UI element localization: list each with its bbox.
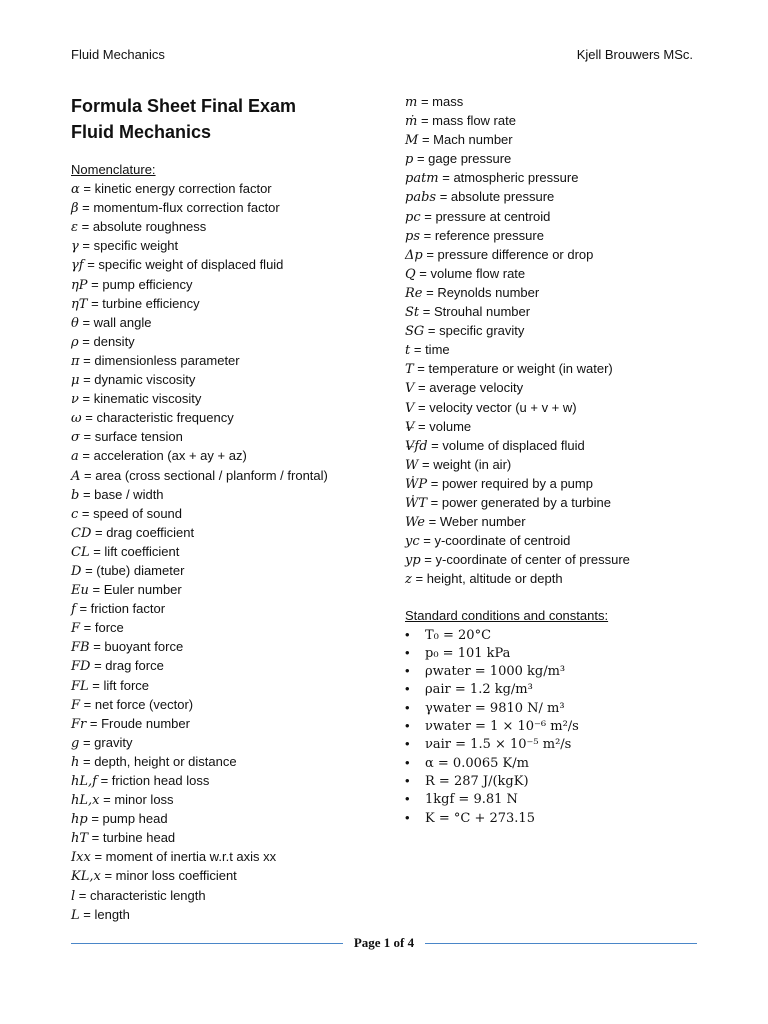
nomenclature-entry	[405, 149, 725, 168]
page-footer	[71, 935, 697, 953]
bullet-icon: •	[405, 681, 410, 697]
definition: = gage pressure	[416, 151, 512, 167]
symbol: ps	[405, 228, 420, 244]
definition: = temperature or weight (in water)	[417, 361, 613, 377]
nomenclature-entry	[71, 198, 381, 217]
definition: = lift coefficient	[93, 543, 180, 559]
bullet-icon: •	[405, 626, 410, 642]
nomenclature-entry	[71, 695, 381, 714]
definition: = characteristic frequency	[85, 410, 234, 426]
constant-item	[405, 809, 725, 827]
definition: = mass	[420, 94, 464, 109]
definition: = y-coordinate of centroid	[423, 533, 571, 549]
footer-rule-right	[425, 943, 697, 944]
symbol: CL	[71, 544, 90, 560]
symbol: α	[71, 182, 80, 198]
symbol: FB	[71, 640, 90, 656]
nomenclature-entry	[71, 332, 381, 351]
nomenclature-entry	[71, 389, 381, 408]
nomenclature-entry	[71, 886, 381, 905]
definition: = average velocity	[418, 380, 524, 396]
symbol: We	[405, 515, 425, 531]
definition: = velocity vector (u + v + w)	[418, 399, 577, 415]
nomenclature-entry	[71, 504, 381, 523]
nomenclature-entry	[71, 771, 381, 790]
definition: = time	[413, 342, 450, 358]
definition: = friction head loss	[100, 773, 210, 788]
definition: = volume flow rate	[419, 265, 526, 281]
constant-item	[405, 626, 725, 644]
constant-text: 1kgf = 9.81 N	[425, 792, 518, 808]
symbol: F	[71, 697, 81, 713]
nomenclature-entry	[71, 294, 381, 313]
constant-text: νair = 1.5 × 10⁻⁵ m²/s	[425, 737, 572, 753]
constant-text: K = °C + 273.15	[425, 810, 535, 826]
definition: = y-coordinate of center of pressure	[424, 552, 630, 568]
nomenclature-entry	[405, 550, 725, 569]
symbol: ṁ	[405, 114, 418, 130]
nomenclature-entry	[405, 302, 725, 321]
definition: = Reynolds number	[426, 284, 540, 300]
symbol: W	[405, 457, 419, 473]
nomenclature-list-left	[71, 179, 381, 924]
constant-text: γwater = 9810 N/ m³	[425, 700, 565, 716]
symbol: L	[71, 907, 80, 923]
symbol: ε	[71, 220, 78, 236]
nomenclature-entry	[405, 531, 725, 550]
nomenclature-entry	[405, 455, 725, 474]
nomenclature-entry	[405, 512, 725, 531]
header-author: Kjell Brouwers MSc.	[576, 47, 693, 62]
nomenclature-right-column	[405, 92, 725, 827]
symbol: σ	[71, 430, 80, 446]
definition: = power required by a pump	[430, 475, 593, 491]
nomenclature-entry	[405, 92, 725, 111]
definition: = gravity	[82, 734, 133, 750]
symbol: β	[71, 201, 79, 217]
nomenclature-entry	[405, 474, 725, 493]
nomenclature-entry	[71, 790, 381, 809]
definition: = force	[83, 620, 124, 636]
definition: = Strouhal number	[422, 304, 531, 320]
nomenclature-entry	[71, 656, 381, 675]
nomenclature-heading: Nomenclature:	[71, 162, 156, 177]
nomenclature-entry	[71, 255, 381, 274]
definition: = characteristic length	[78, 887, 206, 903]
definition: = turbine efficiency	[91, 295, 200, 311]
constant-text: p₀ = 101 kPa	[425, 645, 511, 661]
definition: = area (cross sectional / planform / frontal)	[84, 467, 328, 483]
nomenclature-entry	[71, 370, 381, 389]
definition: = lift force	[92, 677, 149, 693]
symbol: yc	[405, 534, 420, 550]
symbol: l	[71, 888, 76, 904]
symbol: f	[71, 602, 76, 618]
symbol: ω	[71, 411, 82, 427]
nomenclature-entry	[71, 676, 381, 695]
definition: = density	[82, 333, 135, 349]
nomenclature-entry	[405, 130, 725, 149]
nomenclature-entry	[71, 485, 381, 504]
definition: = Euler number	[92, 582, 182, 598]
definition: = pressure at centroid	[424, 208, 551, 224]
definition: = dynamic viscosity	[83, 372, 196, 388]
symbol: ẆP	[405, 476, 428, 492]
symbol: γ	[71, 239, 79, 255]
symbol: m	[405, 95, 418, 110]
constant-item	[405, 790, 725, 808]
symbol: V	[405, 400, 415, 416]
symbol: T	[405, 362, 414, 378]
nomenclature-entry	[71, 427, 381, 446]
title-line-1: Formula Sheet Final Exam	[71, 96, 297, 116]
nomenclature-entry	[405, 569, 725, 588]
symbol: ηP	[71, 277, 88, 293]
symbol: Eu	[71, 583, 89, 599]
symbol: γf	[71, 258, 84, 274]
symbol: c	[71, 506, 79, 522]
definition: = absolute roughness	[81, 219, 207, 235]
constant-text: R = 287 J/(kgK)	[425, 773, 529, 789]
definition: = momentum-flux correction factor	[82, 200, 280, 216]
definition: = drag coefficient	[95, 524, 195, 540]
definition: = length	[83, 906, 130, 922]
symbol: yp	[405, 553, 421, 569]
definition: = atmospheric pressure	[442, 170, 579, 186]
symbol: hT	[71, 831, 89, 847]
constant-item	[405, 717, 725, 735]
symbol: FD	[71, 659, 91, 675]
definition: = pump head	[91, 811, 168, 827]
symbol: D	[71, 563, 82, 579]
definition: = minor loss	[103, 792, 174, 808]
definition: = specific weight of displaced fluid	[87, 257, 284, 273]
definition: = height, altitude or depth	[415, 571, 563, 587]
symbol: ρ	[71, 334, 79, 350]
symbol: FL	[71, 678, 89, 694]
definition: = mass flow rate	[420, 113, 516, 129]
symbol: Q	[405, 266, 416, 282]
symbol: St	[405, 305, 420, 321]
symbol: V̶fd	[405, 438, 428, 454]
nomenclature-entry	[405, 378, 725, 397]
definition: = minor loss coefficient	[104, 868, 237, 884]
nomenclature-entry	[71, 236, 381, 255]
bullet-icon: •	[405, 663, 410, 679]
nomenclature-entry	[71, 408, 381, 427]
nomenclature-entry	[71, 542, 381, 561]
symbol: CD	[71, 525, 92, 541]
definition: = weight (in air)	[422, 456, 512, 472]
nomenclature-entry	[405, 493, 725, 512]
definition: = buoyant force	[93, 639, 184, 655]
symbol: Ixx	[71, 850, 91, 866]
nomenclature-entry	[405, 226, 725, 245]
document-title	[71, 93, 296, 145]
constant-text: T₀ = 20°C	[425, 627, 492, 643]
nomenclature-entry	[405, 168, 725, 187]
title-line-2: Fluid Mechanics	[71, 122, 212, 142]
nomenclature-entry	[71, 637, 381, 656]
nomenclature-entry	[405, 207, 725, 226]
header-subject: Fluid Mechanics	[71, 47, 165, 62]
nomenclature-entry	[405, 111, 725, 130]
nomenclature-entry	[71, 466, 381, 485]
definition: = specific gravity	[427, 323, 525, 339]
definition: = turbine head	[91, 830, 176, 846]
definition: = pump efficiency	[91, 276, 193, 292]
symbol: μ	[71, 373, 80, 389]
nomenclature-entry	[71, 275, 381, 294]
constant-item	[405, 662, 725, 680]
constant-item	[405, 680, 725, 698]
symbol: z	[405, 572, 412, 588]
definition: = kinematic viscosity	[82, 391, 202, 407]
symbol: pc	[405, 209, 421, 225]
definition: = base / width	[82, 486, 164, 502]
symbol: KL,x	[71, 869, 101, 885]
symbol: SG	[405, 324, 425, 340]
nomenclature-entry	[71, 313, 381, 332]
definition: = moment of inertia w.r.t axis xx	[94, 849, 277, 865]
nomenclature-entry	[71, 847, 381, 866]
nomenclature-entry	[71, 179, 381, 198]
symbol: hp	[71, 812, 88, 828]
nomenclature-entry	[71, 618, 381, 637]
symbol: a	[71, 449, 79, 465]
constant-item	[405, 644, 725, 662]
constants-heading: Standard conditions and constants:	[405, 608, 609, 624]
nomenclature-entry	[71, 561, 381, 580]
constants-list	[405, 626, 725, 827]
nomenclature-entry	[71, 752, 381, 771]
nomenclature-entry	[405, 359, 725, 378]
nomenclature-entry	[71, 866, 381, 885]
symbol: patm	[405, 171, 439, 187]
page-number: Page 1 of 4	[353, 935, 415, 950]
bullet-icon: •	[405, 809, 410, 825]
nomenclature-entry	[405, 398, 725, 417]
definition: = reference pressure	[423, 227, 544, 243]
nomenclature-entry	[405, 340, 725, 359]
definition: = (tube) diameter	[85, 562, 185, 578]
definition: = absolute pressure	[439, 189, 555, 205]
nomenclature-list-right	[405, 92, 725, 588]
definition: = kinetic energy correction factor	[83, 181, 272, 197]
symbol: π	[71, 353, 80, 369]
constant-item	[405, 699, 725, 717]
constant-item	[405, 735, 725, 753]
symbol: F	[71, 621, 81, 637]
definition: = volume of displaced fluid	[431, 437, 585, 453]
symbol: Fr	[71, 716, 87, 732]
constant-text: ρair = 1.2 kg/m³	[425, 682, 533, 698]
nomenclature-entry	[71, 599, 381, 618]
symbol: ηT	[71, 296, 88, 312]
symbol: p	[405, 152, 414, 168]
symbol: hL,f	[71, 774, 97, 789]
symbol: h	[71, 754, 80, 770]
constant-item	[405, 754, 725, 772]
symbol: V̶	[405, 419, 415, 435]
constant-text: ρwater = 1000 kg/m³	[425, 664, 566, 680]
nomenclature-entry	[405, 417, 725, 436]
nomenclature-entry	[71, 733, 381, 752]
nomenclature-entry	[71, 580, 381, 599]
symbol: Δp	[405, 247, 423, 263]
bullet-icon: •	[405, 754, 410, 770]
definition: = speed of sound	[81, 505, 183, 521]
definition: = Mach number	[421, 132, 513, 148]
nomenclature-entry	[71, 905, 381, 924]
bullet-icon: •	[405, 644, 410, 660]
symbol: M	[405, 133, 419, 149]
nomenclature-entry	[71, 828, 381, 847]
symbol: hL,x	[71, 793, 100, 809]
definition: = acceleration (ax + ay + az)	[82, 448, 247, 464]
symbol: b	[71, 487, 80, 503]
definition: = Froude number	[89, 715, 190, 731]
nomenclature-left-column	[71, 160, 381, 924]
bullet-icon: •	[405, 718, 410, 734]
nomenclature-entry	[405, 283, 725, 302]
bullet-icon: •	[405, 791, 410, 807]
symbol: Re	[405, 285, 423, 301]
definition: = depth, height or distance	[83, 753, 237, 769]
definition: = Weber number	[428, 514, 526, 530]
nomenclature-entry	[71, 217, 381, 236]
definition: = friction factor	[79, 601, 166, 617]
symbol: θ	[71, 315, 79, 331]
constant-item	[405, 772, 725, 790]
nomenclature-entry	[405, 264, 725, 283]
definition: = drag force	[94, 658, 164, 674]
definition: = pressure difference or drop	[426, 246, 594, 262]
definition: = net force (vector)	[83, 696, 194, 712]
bullet-icon: •	[405, 736, 410, 752]
definition: = surface tension	[83, 429, 183, 445]
nomenclature-entry	[71, 446, 381, 465]
definition: = specific weight	[82, 238, 179, 254]
symbol: V	[405, 381, 415, 397]
symbol: A	[71, 468, 81, 484]
nomenclature-entry	[71, 351, 381, 370]
definition: = volume	[418, 418, 472, 434]
definition: = power generated by a turbine	[430, 494, 611, 510]
symbol: g	[71, 735, 80, 751]
symbol: pabs	[405, 190, 437, 206]
bullet-icon: •	[405, 699, 410, 715]
symbol: ν	[71, 392, 79, 408]
definition: = wall angle	[82, 314, 152, 330]
constant-text: νwater = 1 × 10⁻⁶ m²/s	[425, 719, 579, 735]
symbol: ẆT	[405, 495, 428, 511]
nomenclature-entry	[71, 809, 381, 828]
nomenclature-entry	[71, 523, 381, 542]
constant-text: α = 0.0065 K/m	[425, 755, 529, 771]
nomenclature-entry	[405, 187, 725, 206]
bullet-icon: •	[405, 772, 410, 788]
definition: = dimensionless parameter	[83, 352, 240, 368]
nomenclature-entry	[405, 321, 725, 340]
symbol: t	[405, 343, 411, 359]
nomenclature-entry	[71, 714, 381, 733]
nomenclature-entry	[405, 436, 725, 455]
nomenclature-entry	[405, 245, 725, 264]
